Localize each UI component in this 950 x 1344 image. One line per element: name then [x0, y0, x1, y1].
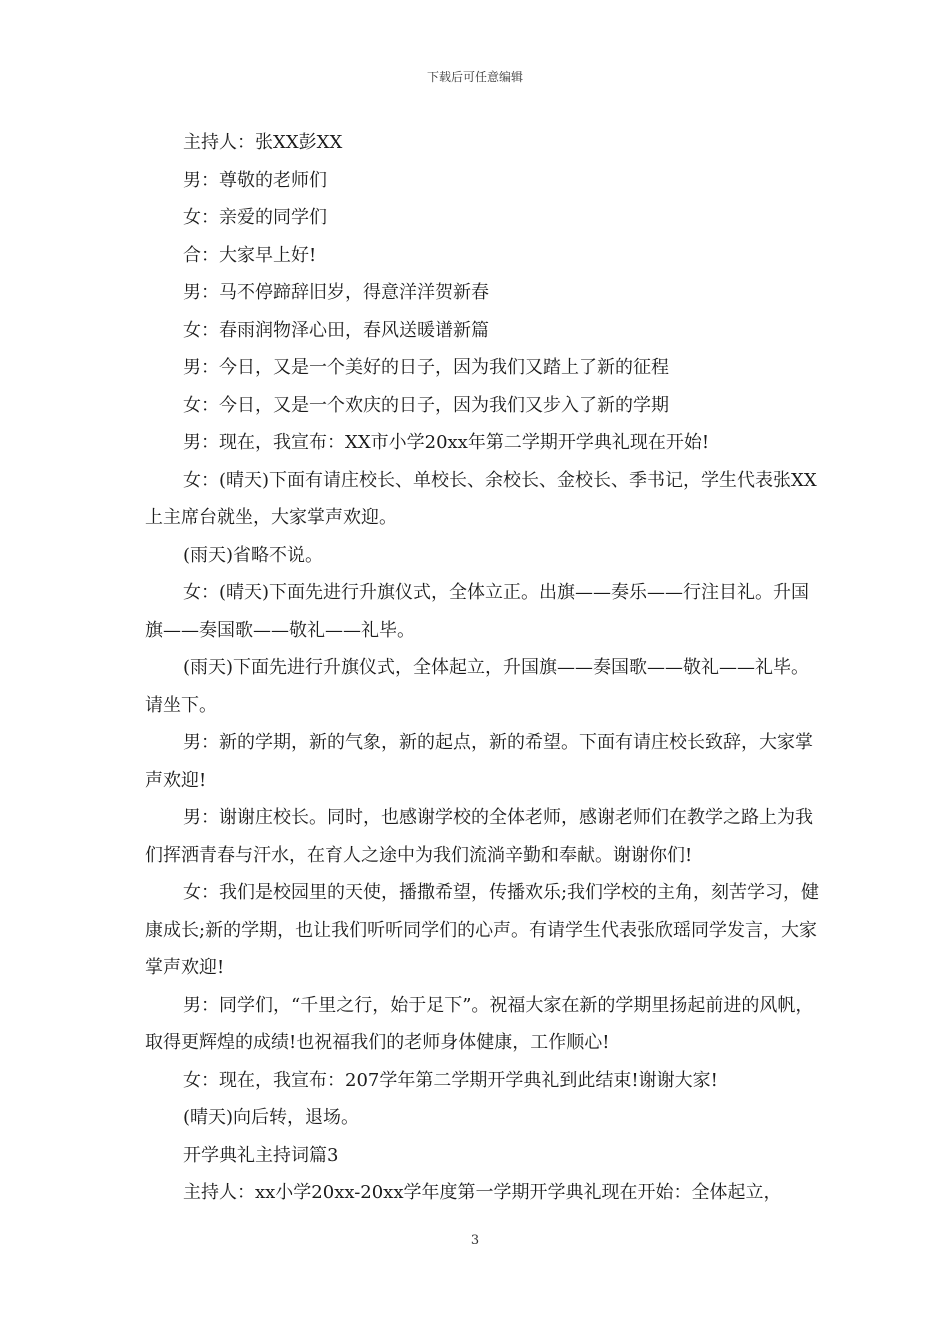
paragraph: (雨天)省略不说。 — [183, 544, 324, 566]
paragraph: 男：同学们，“千里之行，始于足下”。祝福大家在新的学期里扬起前进的风帆，取得更辉煌的成绩!也祝福我们的老师身体健康，工作顺心! — [145, 994, 814, 1053]
page-number: 3 — [470, 1233, 480, 1248]
document-body — [145, 124, 825, 1212]
paragraph: 女：亲爱的同学们 — [183, 207, 327, 228]
paragraph: 男：尊敬的老师们 — [183, 169, 327, 191]
paragraph: 合：大家早上好! — [183, 244, 317, 266]
paragraph: 女：(晴天)下面有请庄校长、单校长、余校长、金校长、季书记，学生代表张XX上主席台就坐，大家掌声欢迎。 — [145, 469, 817, 528]
paragraph: 女：春雨润物泽心田，春风送暖谱新篇 — [183, 319, 489, 341]
paragraph: 男：现在，我宣布：XX市小学20xx年第二学期开学典礼现在开始! — [183, 432, 710, 453]
paragraph: 男：谢谢庄校长。同时，也感谢学校的全体老师，感谢老师们在教学之路上为我们挥洒青春与汗水，在育人之途中为我们流淌辛勤和奉献。谢谢你们! — [145, 807, 813, 866]
paragraph: 女：(晴天)下面先进行升旗仪式，全体立正。出旗——奏乐——行注目礼。升国旗——奏国歌——敬礼——礼毕。 — [145, 582, 810, 641]
paragraph: 女：现在，我宣布：207学年第二学期开学典礼到此结束!谢谢大家! — [183, 1069, 718, 1091]
paragraph: 主持人：张XX彭XX — [183, 132, 343, 153]
paragraph: 女：今日，又是一个欢庆的日子，因为我们又步入了新的学期 — [183, 394, 669, 416]
section-heading: 开学典礼主持词篇3 — [183, 1144, 339, 1166]
paragraph: 男：新的学期，新的气象，新的起点，新的希望。下面有请庄校长致辞，大家掌声欢迎! — [145, 732, 813, 791]
page-header: 下载后可任意编辑 — [426, 70, 523, 84]
paragraph: 女：我们是校园里的天使，播撒希望，传播欢乐;我们学校的主角，刻苦学习，健康成长;新的学期，也让我们听听同学们的心声。有请学生代表张欣瑶同学发言，大家掌声欢迎! — [145, 882, 820, 978]
paragraph: 男：今日，又是一个美好的日子，因为我们又踏上了新的征程 — [183, 357, 669, 378]
paragraph: (晴天)向后转，退场。 — [183, 1107, 360, 1128]
paragraph: 主持人：xx小学20xx-20xx学年度第一学期开学典礼现在开始：全体起立， — [183, 1182, 782, 1203]
paragraph: (雨天)下面先进行升旗仪式，全体起立，升国旗——奏国歌——敬礼——礼毕。请坐下。 — [145, 657, 810, 716]
paragraph: 男：马不停蹄辞旧岁，得意洋洋贺新春 — [183, 282, 489, 303]
